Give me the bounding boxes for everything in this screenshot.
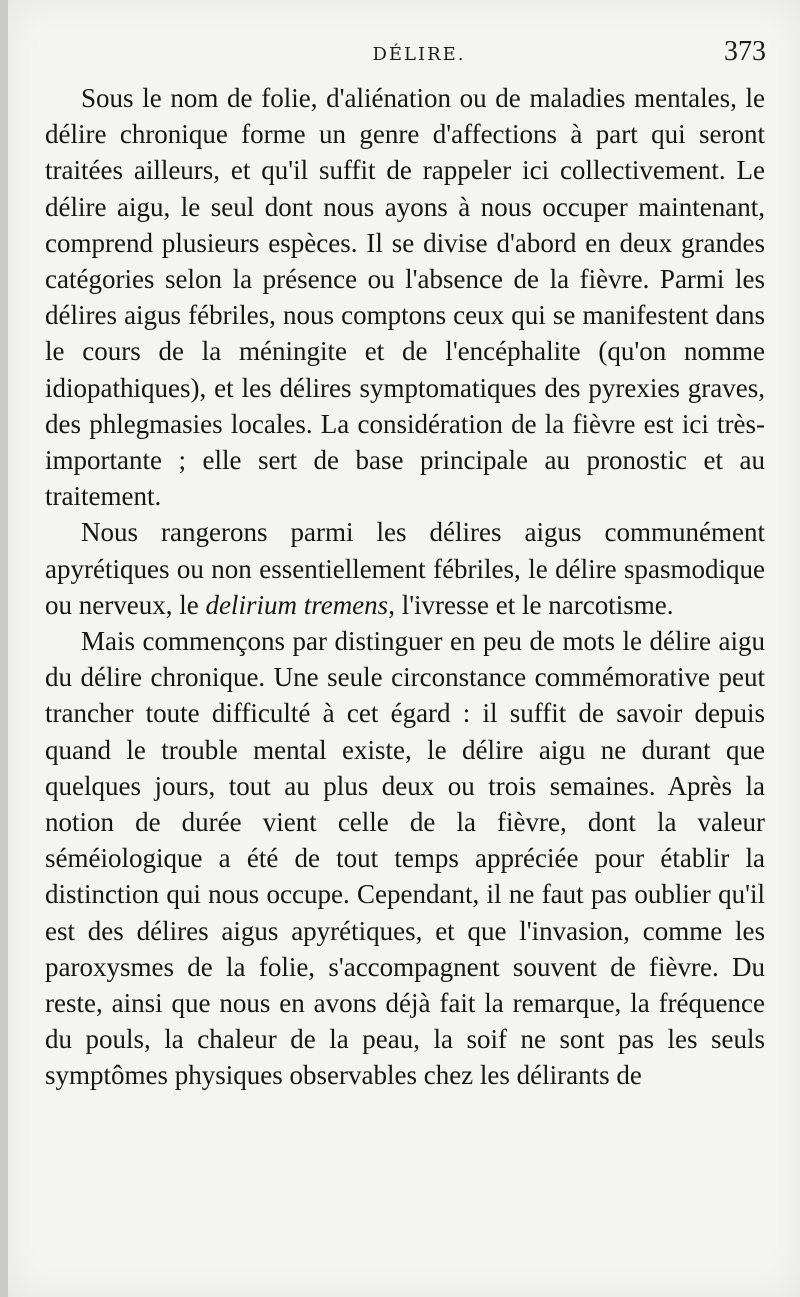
paragraph-folie: Sous le nom de folie, d'aliénation ou de maladies mentales, le délire chronique forme un genre d'affections à part qui seront traitées ailleurs, et qu'il suffit de rappeler ici collectivement. Le délire aigu, le seul dont nous ayons à nous occuper maintenant, comprend plusieurs espèces. Il se divise d'abord en deux grandes catégories selon la présence ou l'absence de la fièvre. Parmi les délires aigus fébriles, nous comptons ceux qui se manifestent dans le cours de la méningite et de l'encéphalite (qu'on nomme idiopathiques), et les délires symptomatiques des pyrexies graves, des phlegmasies locales. La considération de la fièvre est ici très-importante ; elle sert de base principale au pronostic et au traitement.: [45, 83, 765, 512]
paragraph-apyretiques: [45, 514, 765, 623]
page-number: 373: [724, 36, 766, 67]
italic-term: delirium tremens: [205, 589, 389, 620]
running-head: DÉLIRE.: [372, 44, 466, 65]
paragraph-text-start: Nous rangerons parmi les délires aigus communément apyrétiques ou non essentiellement fébriles, le délire spasmodique ou nerveux, le: [45, 517, 765, 620]
paragraph-distinction: Mais commençons par distinguer en peu de mots le délire aigu du délire chronique. Une seule circonstance commémorative peut trancher toute difficulté à cet égard : il suffit de savoir depuis quand le trouble mental existe, le délire aigu ne durant que quelques jours, tout au plus deux ou trois semaines. Après la notion de durée vient celle de la fièvre, dont la valeur séméiologique a été de tout temps appréciée pour établir la distinction qui nous occupe. Cependant, il ne faut pas oublier qu'il est des délires aigus apyrétiques, et que l'invasion, comme les paroxysmes de la folie, s'accompagnent souvent de fièvre. Du reste, ainsi que nous en avons déjà fait la remarque, la fréquence du pouls, la chaleur de la peau, la soif ne sont pas les seuls symptômes physiques observables chez les délirants de: [45, 626, 765, 1091]
page-header: [8, 36, 800, 72]
body-text: [45, 80, 765, 1094]
paragraph-text-end: , l'ivresse et le narcotisme.: [388, 589, 674, 620]
book-page: [8, 0, 800, 1297]
